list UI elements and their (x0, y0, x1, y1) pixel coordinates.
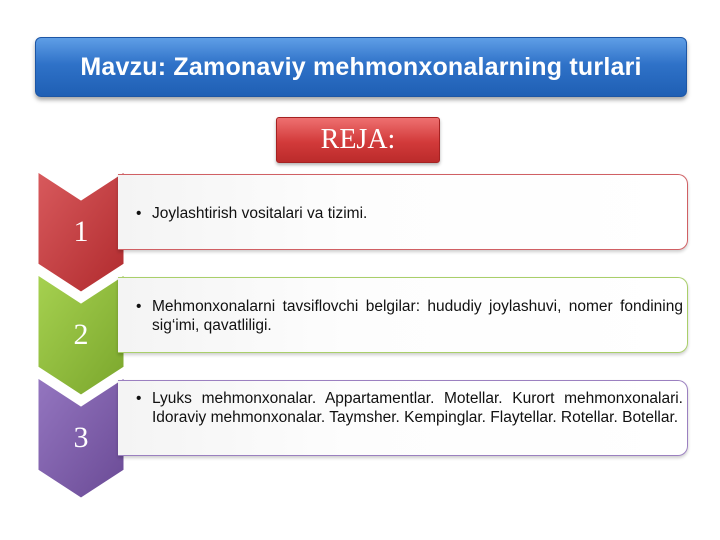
plan-heading: REJA: (276, 117, 440, 163)
item-number-2: 2 (73, 318, 89, 351)
item-text-box-2 (118, 277, 688, 353)
slide-title: Mavzu: Zamonaviy mehmonxonalarning turlari (35, 37, 687, 97)
item-text-2: • Mehmonxonalarni tavsiflovchi belgilar: hududiy joylashuvi, nomer fondining sig‘imi, qavatliligi. (152, 297, 683, 335)
item-text-box-1 (118, 174, 688, 250)
item-text-box-3 (118, 380, 688, 456)
item-text-3: • Lyuks mehmonxonalar. Appartamentlar. Motellar. Kurort mehmonxonalari. Idoraviy mehmonxonalar. Taymsher. Kempinglar. Flaytellar. Rotellar. Botellar. (152, 389, 683, 427)
item-number-1: 1 (73, 215, 89, 248)
item-text-1: • Joylashtirish vositalari va tizimi. (152, 204, 683, 223)
plan-item-3 (0, 378, 720, 503)
item-number-3: 3 (73, 421, 89, 454)
